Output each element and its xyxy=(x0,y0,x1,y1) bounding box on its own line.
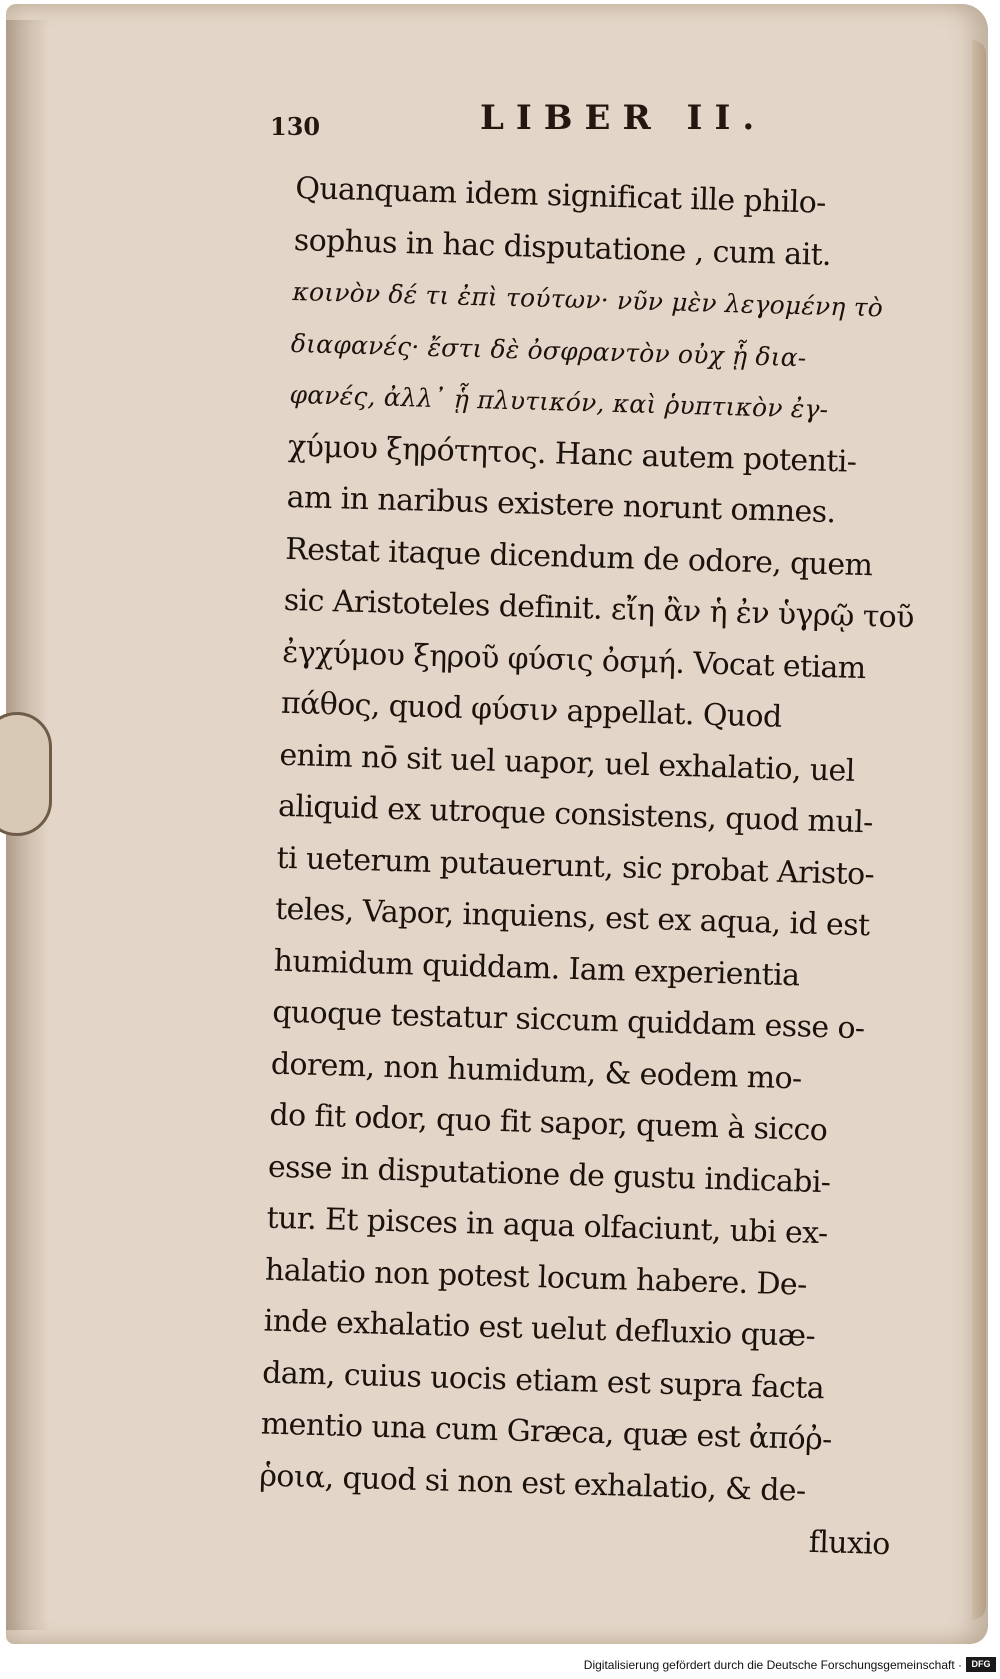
text-line: do fit odor, quo fit sapor, quem à sicco xyxy=(268,1097,828,1149)
text-line: χύμου ξηρότητος. Hanc autem potenti- xyxy=(287,428,857,480)
text-line: halatio non potest locum habere. De- xyxy=(264,1252,808,1303)
text-line: humidum quiddam. Iam experientia xyxy=(273,943,800,993)
clasp-loop xyxy=(0,712,52,836)
text-line-greek: κοινὸν δέ τι ἐπὶ τούτων· νῦν μὲν λεγομένη τὸ xyxy=(292,276,884,323)
text-line: tur. Et pisces in aqua olfaciunt, ubi ex- xyxy=(266,1200,828,1252)
text-line: esse in disputatione de gustu indicabi- xyxy=(267,1149,831,1200)
text-line: Quanquam idem significat ille philo- xyxy=(294,170,827,221)
text-line: πάθος, quod φύσιν appellat. Quod xyxy=(280,685,783,735)
text-line: ῥοια, quod si non est exhalatio, & de- xyxy=(258,1457,807,1509)
text-line: mentio una cum Græca, quæ est ἀπόῤ- xyxy=(260,1406,833,1458)
text-line: ti ueterum putauerunt, sic probat Aristo- xyxy=(276,840,875,892)
funding-credit: Digitalisierung gefördert durch die Deutsche Forschungsgemeinschaft · xyxy=(583,1658,962,1672)
text-line: sic Aristoteles definit. εἴη ἂν ἡ ἐν ὑγρῷ τοῦ xyxy=(283,582,915,636)
catchword: fluxio xyxy=(808,1524,891,1563)
text-line: aliquid ex utroque consistens, quod mul- xyxy=(277,788,874,841)
text-line: quoque testatur siccum quiddam esse o- xyxy=(271,994,865,1047)
running-head xyxy=(270,98,830,142)
footer-bar xyxy=(0,1650,1000,1679)
text-line-greek: διαφανές· ἔστι δὲ ὀσφραντὸν οὐχ ᾗ δια- xyxy=(290,328,807,372)
dfg-logo-icon: DFG xyxy=(966,1657,996,1672)
text-line-greek: φανές, ἀλλ᾽ ᾗ πλυτικόν, καὶ ῥυπτικὸν ἐγ- xyxy=(289,379,829,424)
text-line: teles, Vapor, inquiens, est ex aqua, id est xyxy=(274,891,870,944)
text-line: enim nō sit uel uapor, uel exhalatio, uel xyxy=(279,737,856,789)
text-line: dam, cuius uocis etiam est supra facta xyxy=(261,1355,825,1406)
text-line: dorem, non humidum, & eodem mo- xyxy=(270,1046,803,1096)
page-title: LIBER II. xyxy=(480,98,767,138)
page-edge xyxy=(972,40,986,1620)
text-line: inde exhalatio est uelut defluxio quæ- xyxy=(263,1303,816,1354)
text-line: ἐγχύμου ξηροῦ φύσις ὀσμή. Vocat etiam xyxy=(281,634,867,686)
page-number: 130 xyxy=(270,112,321,141)
text-line: sophus in hac disputatione , cum ait. xyxy=(293,222,832,273)
body-text xyxy=(257,166,936,1574)
text-line: Restat itaque dicendum de odore, quem xyxy=(284,531,873,583)
text-line: am in naribus existere norunt omnes. xyxy=(286,479,836,531)
